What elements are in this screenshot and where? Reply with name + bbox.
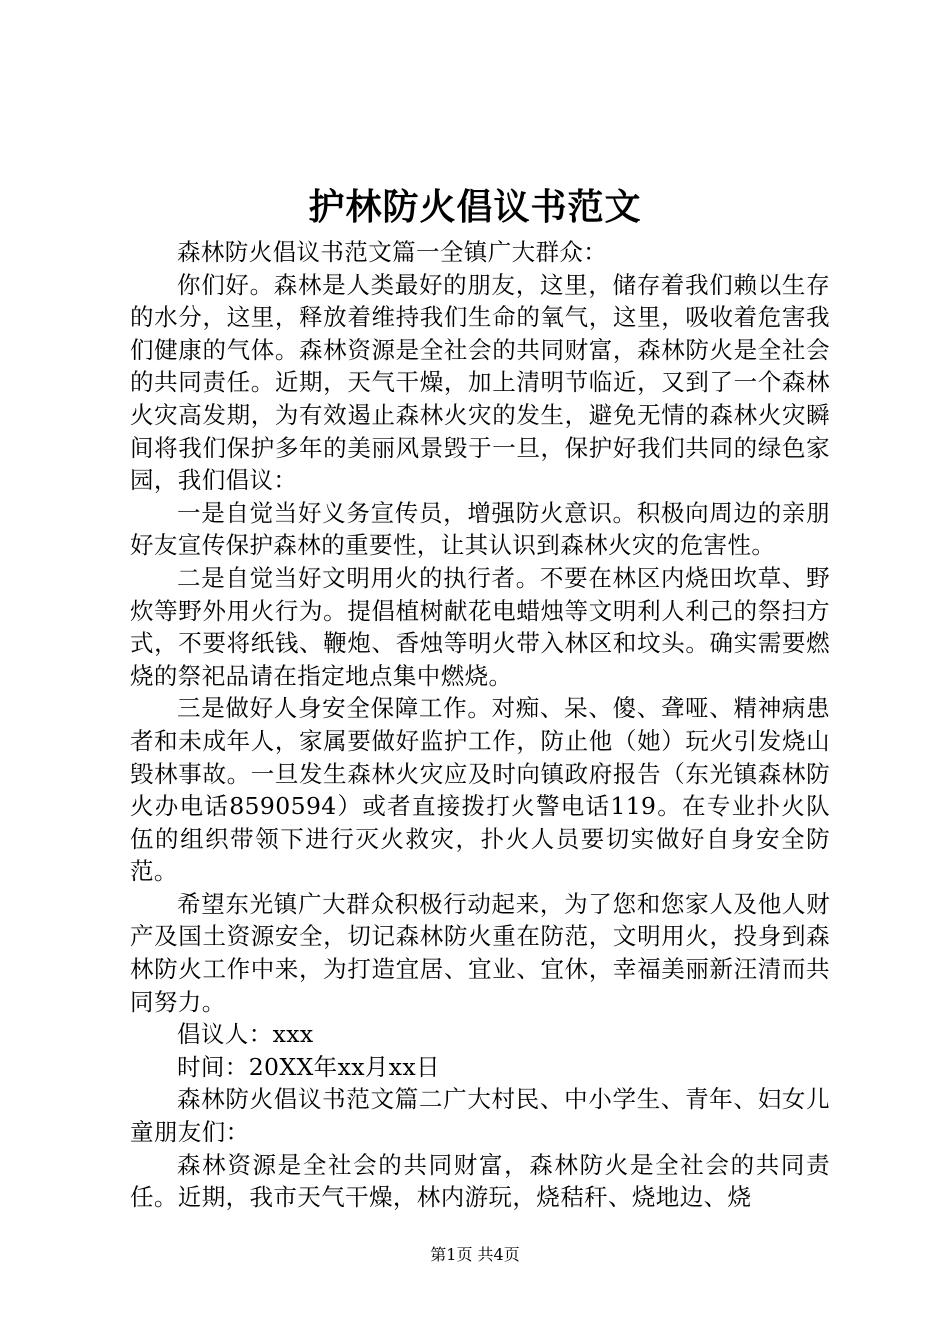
paragraph: 倡议人：xxx (177, 1020, 314, 1049)
paragraph: 你们好。森林是人类最好的朋友，这里，储存着我们赖以生存的水分，这里，释放着维持我们生命的氧气，这里，吸收着危害我们健康的气体。森林资源是全社会的共同财富，森林防火是全社会的共同责任。近期，天气干燥，加上清明节临近，又到了一个森林火灾高发期，为有效遏止森林火灾的发生，避免无情的森林火灾瞬间将我们保护多年的美丽风景毁于一旦，保护好我们共同的绿色家园，我们倡议： (130, 270, 830, 495)
paragraph: 森林资源是全社会的共同财富，森林防火是全社会的共同责任。近期，我市天气干燥，林内游玩，烧秸秆、烧地边、烧 (130, 1150, 830, 1212)
paragraph: 森林防火倡议书范文篇一全镇广大群众： (177, 238, 608, 266)
paragraph: 二是自觉当好文明用火的执行者。不要在林区内烧田坎草、野炊等野外用火行为。提倡植树献花电蜡烛等文明利人利己的祭扫方式，不要将纸钱、鞭炮、香烛等明火带入林区和坟头。确实需要燃烧的祭祀品请在指定地点集中燃烧。 (130, 563, 830, 690)
paragraph: 一是自觉当好义务宣传员，增强防火意识。积极向周边的亲朋好友宣传保护森林的重要性，让其认识到森林火灾的危害性。 (130, 498, 830, 560)
paragraph: 时间：20XX年xx月xx日 (177, 1052, 440, 1081)
document-title: 护林防火倡议书范文 (308, 186, 642, 228)
document-body (130, 236, 830, 1214)
paragraph: 希望东光镇广大群众积极行动起来，为了您和您家人及他人财产及国土资源安全，切记森林防火重在防范，文明用火，投身到森林防火工作中来，为打造宜居、宜业、宜休，幸福美丽新汪清而共同努力。 (130, 889, 830, 1016)
paragraph: 森林防火倡议书范文篇二广大村民、中小学生、青年、妇女儿童朋友们： (130, 1085, 830, 1147)
page-number-footer: 第1页 共4页 (430, 1245, 520, 1264)
paragraph: 三是做好人身安全保障工作。对痴、呆、傻、聋哑、精神病患者和未成年人，家属要做好监护工作，防止他（她）玩火引发烧山毁林事故。一旦发生森林火灾应及时向镇政府报告（东光镇森林防火办电话8590594）或者直接拨打火警电话119。在专业扑火队伍的组织带领下进行灭火救灾，扑火人员要切实做好自身安全防范。 (130, 694, 830, 886)
